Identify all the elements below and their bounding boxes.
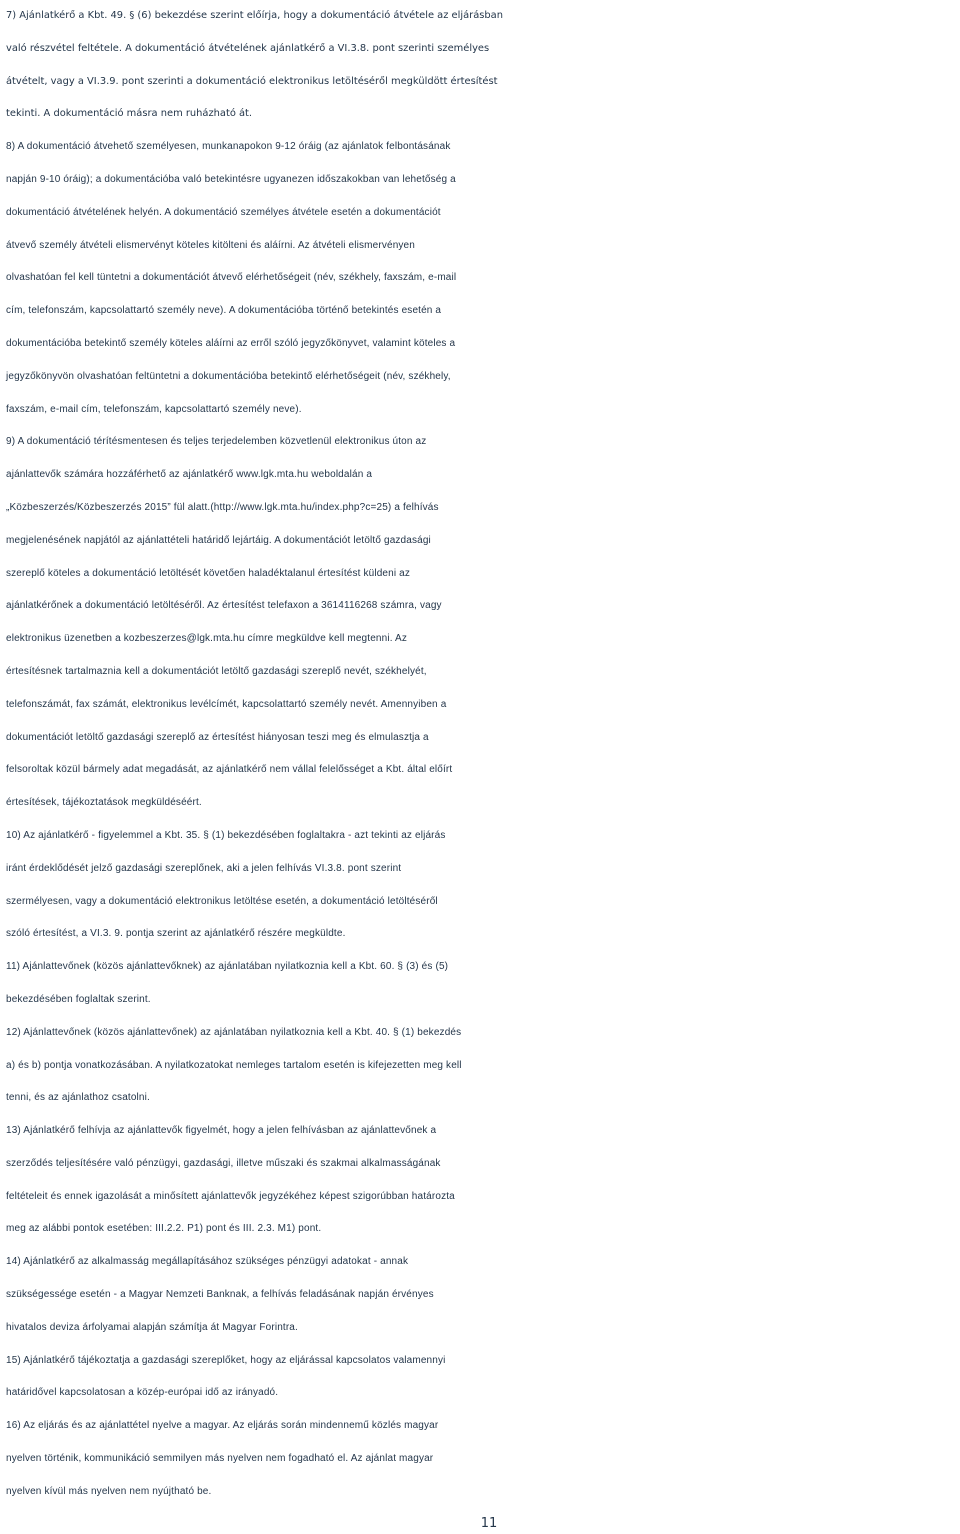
text-line: 12) Ajánlattevőnek (közös ajánlattevőnek) az ajánlatában nyilatkoznia kell a Kbt. 40. § (1) bekezdés — [6, 1026, 462, 1038]
text-line: 7) Ajánlatkérő a Kbt. 49. § (6) bekezdése szerint előírja, hogy a dokumentáció átvétele az eljárásban — [6, 10, 503, 21]
text-line: meg az alábbi pontok esetében: III.2.2. P1) pont és III. 2.3. M1) pont. — [6, 1223, 322, 1235]
text-line: való részvétel feltétele. A dokumentáció átvételének ajánlatkérő a VI.3.8. pont szerinti személyes — [6, 42, 490, 54]
text-line: dokumentációt letöltő gazdasági szereplő az értesítést hiányosan teszi meg és elmulasztja a — [6, 731, 429, 743]
text-line: tekinti. A dokumentáció másra nem ruházható át. — [6, 108, 253, 120]
text-line: telefonszámát, fax számát, elektronikus levélcímét, kapcsolattartó személy nevét. Amennyiben a — [6, 698, 447, 710]
text-line: olvashatóan fel kell tüntetni a dokumentációt átvevő elérhetőségeit (név, székhely, faxszám, e-mail — [6, 272, 457, 284]
page-number: 11 — [480, 1516, 498, 1531]
text-line: iránt érdeklődését jelző gazdasági szereplőnek, aki a jelen felhívás VI.3.8. pont szerint — [6, 862, 402, 874]
text-line: átvevő személy átvételi elismervényt köteles kitölteni és aláírni. Az átvételi elismervényen — [6, 239, 415, 251]
text-line: 10) Az ajánlatkérő - figyelemmel a Kbt. 35. § (1) bekezdésében foglaltakra - azt tekinti az eljárás — [6, 829, 446, 841]
text-line: elektronikus üzenetben a kozbeszerzes@lgk.mta.hu címre megküldve kell megtenni. Az — [6, 633, 407, 645]
text-line: tenni, és az ajánlathoz csatolni. — [6, 1092, 150, 1104]
document-body — [6, 0, 956, 1509]
text-line: faxszám, e-mail cím, telefonszám, kapcsolattartó személy neve). — [6, 403, 302, 415]
text-line: átvételt, vagy a VI.3.9. pont szerinti a dokumentáció elektronikus letöltéséről megküldött értesítést — [6, 75, 498, 87]
text-line: hivatalos deviza árfolyamai alapján számítja át Magyar Forintra. — [6, 1321, 298, 1333]
text-line: ajánlatkérőnek a dokumentáció letöltéséről. Az értesítést telefaxon a 3614116268 számra, vagy — [6, 600, 442, 612]
text-line: 8) A dokumentáció átvehető személyesen, munkanapokon 9-12 óráig (az ajánlatok felbontásának — [6, 141, 451, 153]
text-line: felsoroltak közül bármely adat megadását, az ajánlatkérő nem vállal felelősséget a Kbt. által előírt — [6, 764, 453, 776]
text-line: a) és b) pontja vonatkozásában. A nyilatkozatokat nemleges tartalom esetén is kifejezetten meg kell — [6, 1059, 462, 1071]
text-line: szereplő köteles a dokumentáció letöltését követően haladéktalanul értesítést küldeni az — [6, 567, 410, 579]
text-line: ajánlattevők számára hozzáférhető az ajánlatkérő www.lgk.mta.hu weboldalán a — [6, 469, 373, 481]
text-line: határidővel kapcsolatosan a közép-európai idő az irányadó. — [6, 1387, 279, 1399]
text-line: szermélyesen, vagy a dokumentáció elektronikus letöltése esetén, a dokumentáció letöltéséről — [6, 895, 438, 907]
text-line: 16) Az eljárás és az ajánlattétel nyelve a magyar. Az eljárás során mindennemű közlés magyar — [6, 1420, 439, 1432]
text-line: feltételeit és ennek igazolását a minősített ajánlattevők jegyzékéhez képest szigorúbban határozta — [6, 1190, 455, 1202]
text-line: szükségessége esetén - a Magyar Nemzeti Banknak, a felhívás feladásának napján érvényes — [6, 1289, 434, 1301]
text-line: bekezdésében foglaltak szerint. — [6, 993, 151, 1005]
text-line: 15) Ajánlatkérő tájékoztatja a gazdasági szereplőket, hogy az eljárással kapcsolatos valamennyi — [6, 1354, 446, 1366]
text-line: napján 9-10 óráig); a dokumentációba való betekintésre ugyanezen időszakokban van lehetőség a — [6, 173, 456, 185]
text-line: értesítések, tájékoztatások megküldéséért. — [6, 797, 202, 809]
text-line: 11) Ajánlattevőnek (közös ajánlattevőknek) az ajánlatában nyilatkoznia kell a Kbt. 60. § (3) és (5) — [6, 961, 449, 973]
text-line: jegyzőkönyvön olvashatóan feltüntetni a dokumentációba betekintő elérhetőségeit (név, székhely, — [6, 370, 451, 382]
text-line: nyelven kívül más nyelven nem nyújtható be. — [6, 1485, 212, 1497]
text-line: dokumentációba betekintő személy köteles aláírni az erről szóló jegyzőkönyvet, valamint köteles a — [6, 337, 456, 349]
text-line: szóló értesítést, a VI.3. 9. pontja szerint az ajánlatkérő részére megküldte. — [6, 928, 346, 940]
text-line: szerződés teljesítésére való pénzügyi, gazdasági, illetve műszaki és szakmai alkalmasságának — [6, 1157, 441, 1169]
text-line: 13) Ajánlatkérő felhívja az ajánlattevők figyelmét, hogy a jelen felhívásban az ajánlattevőnek a — [6, 1125, 437, 1137]
text-line: nyelven történik, kommunikáció semmilyen más nyelven nem fogadható el. Az ajánlat magyar — [6, 1453, 434, 1465]
text-line: megjelenésének napjától az ajánlattételi határidő lejártáig. A dokumentációt letöltő gazdasági — [6, 534, 431, 546]
text-line: értesítésnek tartalmaznia kell a dokumentációt letöltő gazdasági szereplő nevét, székhelyét, — [6, 665, 427, 677]
text-line: „Közbeszerzés/Közbeszerzés 2015” fül alatt.(http://www.lgk.mta.hu/index.php?c=25) a felhívás — [6, 501, 439, 513]
text-line: 14) Ajánlatkérő az alkalmasság megállapításához szükséges pénzügyi adatokat - annak — [6, 1256, 409, 1268]
text-line: 9) A dokumentáció térítésmentesen és teljes terjedelemben közvetlenül elektronikus úton az — [6, 436, 427, 448]
text-line: cím, telefonszám, kapcsolattartó személy neve). A dokumentációba történő betekintés esetén a — [6, 305, 442, 317]
text-line: dokumentáció átvételének helyén. A dokumentáció személyes átvétele esetén a dokumentációt — [6, 206, 441, 218]
